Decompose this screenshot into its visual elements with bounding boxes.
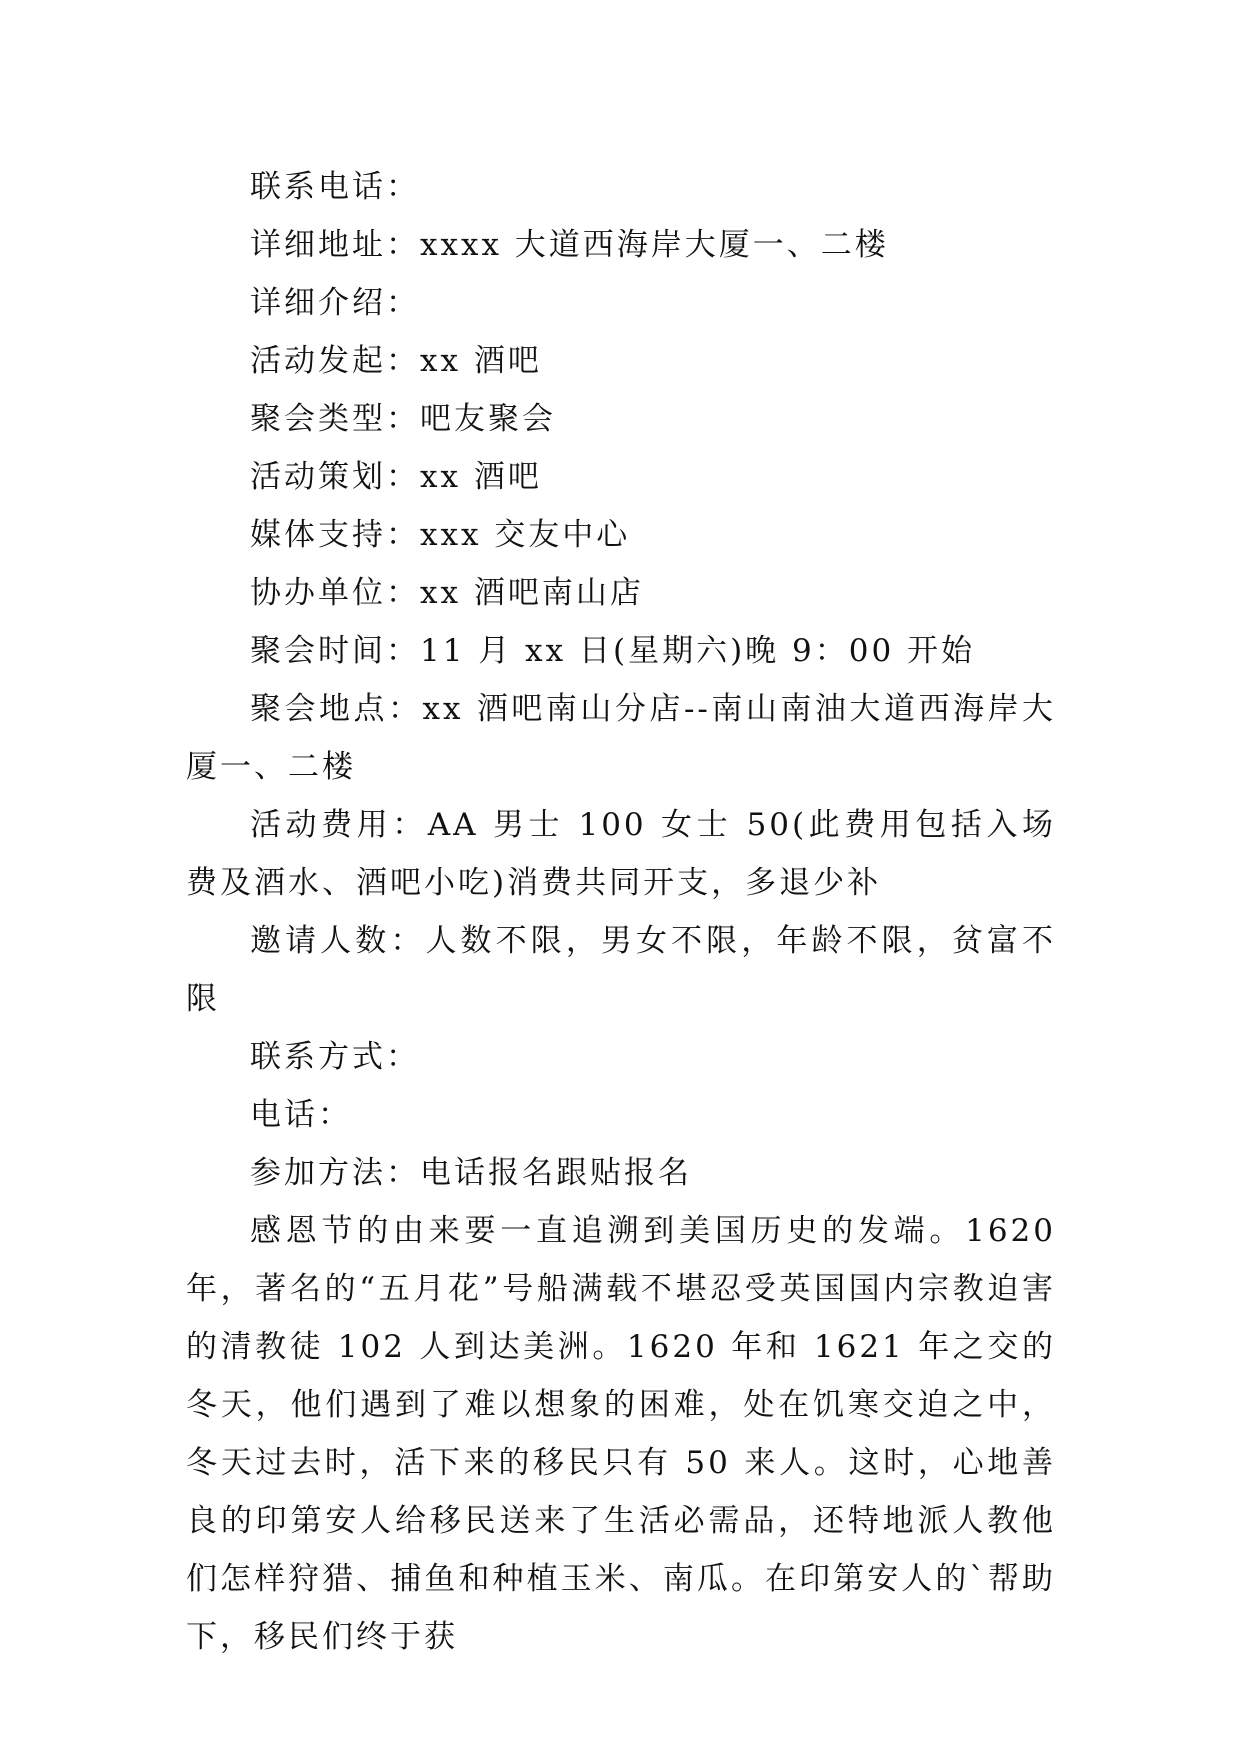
fee-paragraph: 活动费用：AA 男士 100 女士 50(此费用包括入场费及酒水、酒吧小吃)消费共同开支，多退少补 — [186, 807, 1056, 901]
contact-phone-line: 联系电话： — [250, 169, 420, 205]
organizer-line: 活动发起：xx 酒吧 — [250, 343, 542, 379]
media-support-line: 媒体支持：xxx 交友中心 — [250, 517, 631, 553]
party-type-line: 聚会类型：吧友聚会 — [250, 401, 556, 437]
planner-line: 活动策划：xx 酒吧 — [250, 459, 542, 495]
party-location-paragraph: 聚会地点：xx 酒吧南山分店--南山南油大道西海岸大厦一、二楼 — [186, 691, 1056, 785]
contact-method-heading: 联系方式： — [250, 1039, 420, 1075]
phone-line: 电话： — [250, 1097, 352, 1133]
address-line: 详细地址：xxxx 大道西海岸大厦一、二楼 — [250, 227, 889, 263]
document-body — [186, 158, 1056, 1666]
invitees-line: 邀请人数：人数不限，男女不限，年龄不限，贫富不限 — [186, 923, 1056, 1017]
co-organizer-line: 协办单位：xx 酒吧南山店 — [250, 575, 644, 611]
signup-method-line: 参加方法：电话报名跟贴报名 — [250, 1155, 692, 1191]
thanksgiving-history-paragraph: 感恩节的由来要一直追溯到美国历史的发端。1620 年，著名的“五月花”号船满载不堪忍受英国国内宗教迫害的清教徒 102 人到达美洲。1620 年和 1621 年之交的冬天，他们遇到了难以想象的困难，处在饥寒交迫之中，冬天过去时，活下来的移民只有 50 来人。这时，心地善良的印第安人给移民送来了生活必需品，还特地派人教他们怎样狩猎、捕鱼和种植玉米、南瓜。在印第安人的`帮助下，移民们终于获 — [186, 1213, 1056, 1655]
details-heading: 详细介绍： — [250, 285, 420, 321]
party-time-line: 聚会时间：11 月 xx 日(星期六)晚 9：00 开始 — [250, 633, 976, 669]
